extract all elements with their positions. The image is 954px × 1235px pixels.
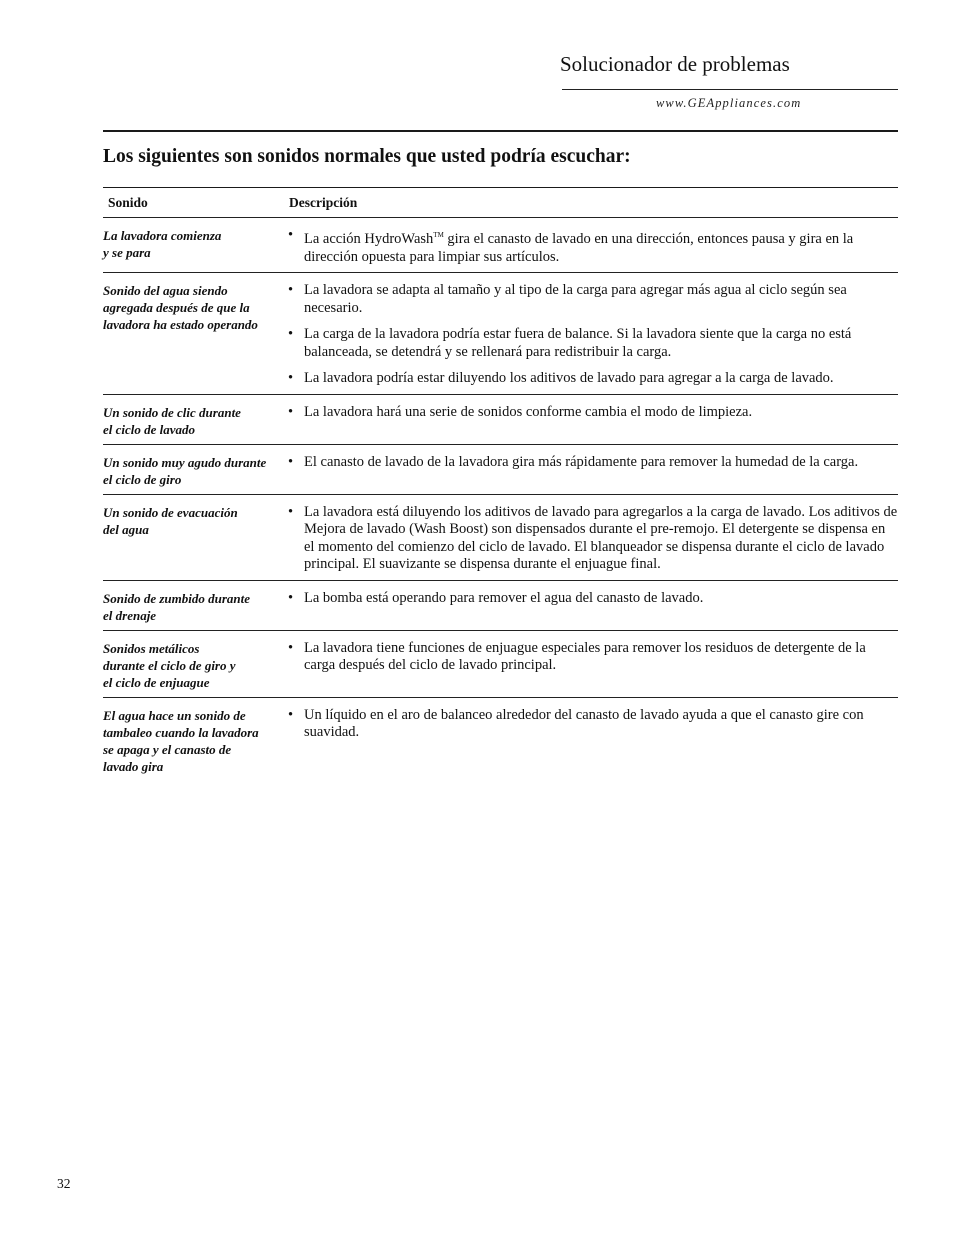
list-item	[288, 454, 898, 472]
description-text-part: Un líquido en el aro de balanceo alrededor del canasto de lavado ayuda a que el canasto gire con suavidad.	[304, 706, 864, 740]
list-item	[288, 707, 898, 742]
description-text-part: La bomba está operando para remover el agua del canasto de lavado.	[304, 589, 704, 606]
sound-name: Sonidos metálicos durante el ciclo de giro y el ciclo de enjuague	[103, 640, 236, 690]
description-text-part: La acción HydroWash	[304, 231, 434, 247]
sound-description	[288, 404, 898, 438]
bullet-icon: •	[288, 326, 294, 342]
description-text	[304, 590, 898, 608]
list-item	[288, 404, 898, 422]
table-row	[103, 698, 898, 781]
table-row	[103, 218, 898, 273]
list-item	[288, 326, 898, 361]
column-header-sound: Sonido	[108, 194, 148, 210]
list-item	[288, 370, 898, 388]
table-row	[103, 395, 898, 445]
page-number: 32	[57, 1176, 71, 1191]
bullet-icon: •	[288, 282, 294, 298]
bullet-icon: •	[288, 503, 294, 520]
sound-name: El agua hace un sonido de tambaleo cuando la lavadora se apaga y el canasto de lavado gira	[103, 707, 259, 774]
table-header-row	[103, 187, 898, 218]
bullet-icon: •	[288, 706, 294, 723]
description-text-part: El canasto de lavado de la lavadora gira más rápidamente para remover la humedad de la carga.	[304, 453, 859, 470]
sounds-table	[103, 187, 898, 781]
bullet-icon: •	[288, 589, 294, 606]
sound-description	[288, 227, 898, 266]
description-text	[304, 640, 898, 675]
description-text	[304, 504, 898, 574]
sound-description	[288, 504, 898, 574]
sound-description	[288, 640, 898, 691]
bullet-icon: •	[288, 403, 294, 420]
sound-name: Sonido de zumbido durante el drenaje	[103, 590, 251, 623]
table-row	[103, 445, 898, 495]
sound-name: Un sonido de evacuación del agua	[103, 504, 238, 537]
description-text-part: La lavadora podría estar diluyendo los aditivos de lavado para agregar a la carga de lavado.	[304, 370, 834, 386]
table-row	[103, 581, 898, 631]
description-text	[304, 282, 898, 317]
bullet-icon: •	[288, 639, 294, 656]
page-section-title: Solucionador de problemas	[560, 52, 790, 76]
list-item	[288, 640, 898, 675]
list-item	[288, 590, 898, 608]
description-text	[304, 454, 898, 472]
table-row	[103, 495, 898, 581]
description-text	[304, 326, 898, 361]
table-row	[103, 631, 898, 698]
column-header-description: Descripción	[289, 194, 358, 210]
table-row	[103, 273, 898, 395]
sound-description	[288, 707, 898, 775]
description-text	[304, 227, 898, 266]
section-heading: Los siguientes son sonidos normales que usted podría escuchar:	[103, 146, 631, 167]
description-text-part: gira el canasto de lavado en una dirección, entonces pausa y gira en la dirección opuesta para limpiar sus artículos.	[304, 231, 854, 265]
top-divider	[103, 130, 898, 132]
sound-description	[288, 454, 898, 488]
bullet-icon: •	[288, 453, 294, 470]
table-body	[103, 218, 898, 781]
description-text	[304, 370, 898, 388]
sound-name: La lavadora comienza y se para	[103, 228, 222, 260]
sound-name: Un sonido muy agudo durante el ciclo de giro	[103, 454, 267, 487]
sound-description	[288, 282, 898, 388]
description-text-part: La lavadora está diluyendo los aditivos de lavado para agregarlos a la carga de lavado. Los aditivos de Mejora de lavado (Wash Boost) son dispensados durante el pre-remojo. El detergente se dispensa en el momento del comienzo del ciclo de lavado. El blanqueador se dispensa durante el ciclo de lavado principal. El suavizante se dispensa durante el enjuague final.	[304, 503, 898, 572]
sound-description	[288, 590, 898, 624]
list-item	[288, 227, 898, 266]
description-text-part: La lavadora se adapta al tamaño y al tipo de la carga para agregar más agua al ciclo según sea necesario.	[304, 282, 847, 316]
description-text	[304, 404, 898, 422]
bullet-icon: •	[288, 370, 294, 386]
list-item	[288, 504, 898, 574]
sound-name: Un sonido de clic durante el ciclo de lavado	[103, 404, 241, 437]
bullet-icon: •	[288, 227, 294, 243]
description-text-part: La carga de la lavadora podría estar fuera de balance. Si la lavadora siente que la carga no está balanceada, se detendrá y se rellenará para redistribuir la carga.	[304, 326, 852, 360]
description-text-part: La lavadora tiene funciones de enjuague especiales para remover los residuos de detergente de la carga después del ciclo de lavado principal.	[304, 639, 866, 673]
website-url: www.GEAppliances.com	[656, 96, 802, 110]
trademark-mark: TM	[433, 231, 444, 239]
header-divider	[562, 89, 898, 90]
sound-name: Sonido del agua siendo agregada después de que la lavadora ha estado operando	[103, 283, 258, 332]
description-text-part: La lavadora hará una serie de sonidos conforme cambia el modo de limpieza.	[304, 403, 753, 420]
description-text	[304, 707, 898, 742]
list-item	[288, 282, 898, 317]
